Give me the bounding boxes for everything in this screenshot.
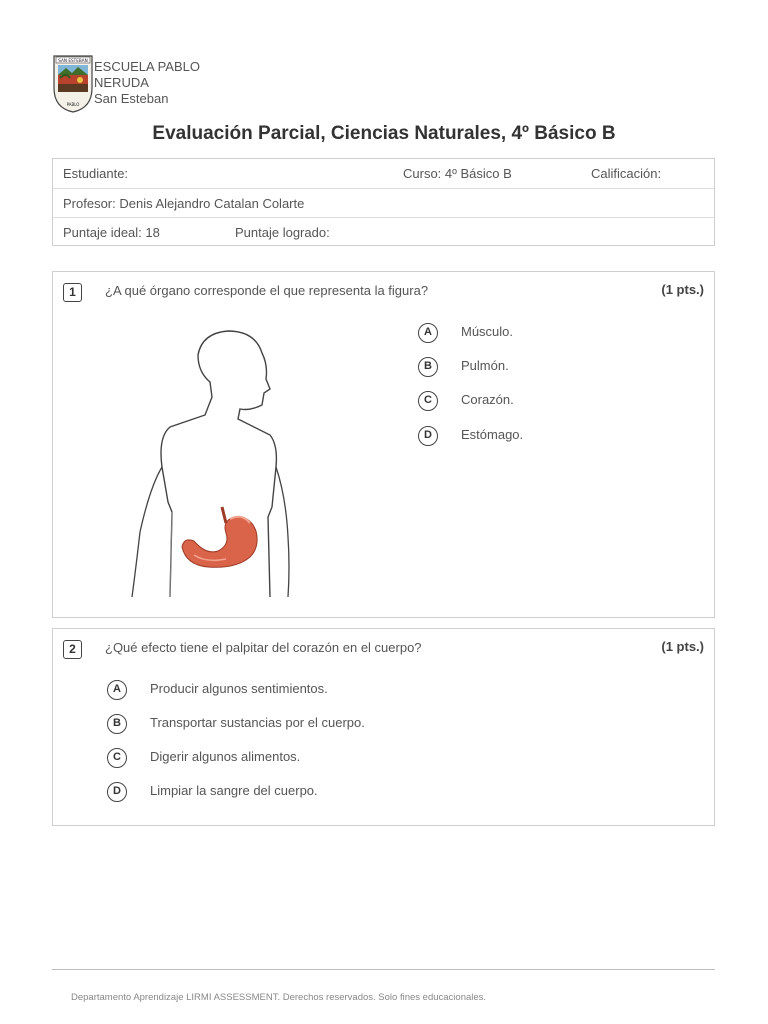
option-bubble[interactable]: D [418,426,438,446]
crest-top-text: SAN ESTEBAN [58,58,88,63]
option-bubble[interactable]: D [107,782,127,802]
question-points: (1 pts.) [661,639,704,654]
option-text: Transportar sustancias por el cuerpo. [150,715,365,730]
course-label: Curso: 4º Básico B [403,166,512,181]
question-1 [52,271,715,618]
option-text: Músculo. [461,324,514,339]
option-text: Producir algunos sentimientos. [150,681,328,696]
option-bubble[interactable]: B [107,714,127,734]
option-bubble[interactable]: A [107,680,127,700]
footer-text: Departamento Aprendizaje LIRMI ASSESSMENT. Derechos reservados. Solo fines educacionales. [71,992,487,1003]
question-points: (1 pts.) [661,282,704,297]
option-bubble[interactable]: C [418,391,438,411]
info-row [53,217,714,247]
question-2 [52,628,715,826]
school-location: San Esteban [94,91,169,106]
option-text: Corazón. [461,392,514,407]
human-torso-stomach-figure [110,327,310,602]
school-header [52,52,252,116]
option-text: Estómago. [461,427,524,442]
ideal-score-label: Puntaje ideal: 18 [63,225,160,240]
grade-label: Calificación: [591,166,662,181]
school-name-block [94,59,200,107]
school-name-line1: ESCUELA PABLO [94,59,200,74]
question-text: ¿A qué órgano corresponde el que representa la figura? [105,283,429,298]
crest-bottom-text: PABLO [66,102,80,107]
achieved-score-label: Puntaje logrado: [235,225,330,240]
option-text: Pulmón. [461,358,509,373]
exam-title: Evaluación Parcial, Ciencias Naturales, 4º Básico B [152,123,616,144]
option-bubble[interactable]: A [418,323,438,343]
option-text: Digerir algunos alimentos. [150,749,301,764]
question-text: ¿Qué efecto tiene el palpitar del corazón en el cuerpo? [105,640,422,655]
info-row [53,188,714,218]
info-row [53,159,714,188]
option-bubble[interactable]: C [107,748,127,768]
option-bubble[interactable]: B [418,357,438,377]
footer-divider [52,969,715,970]
school-name-line2: NERUDA [94,75,149,90]
teacher-label: Profesor: Denis Alejandro Catalan Colarte [63,196,305,211]
student-info-table [52,158,715,246]
question-number: 2 [63,640,82,659]
school-crest-logo [52,54,94,114]
student-label: Estudiante: [63,166,129,181]
question-number: 1 [63,283,82,302]
option-text: Limpiar la sangre del cuerpo. [150,783,318,798]
